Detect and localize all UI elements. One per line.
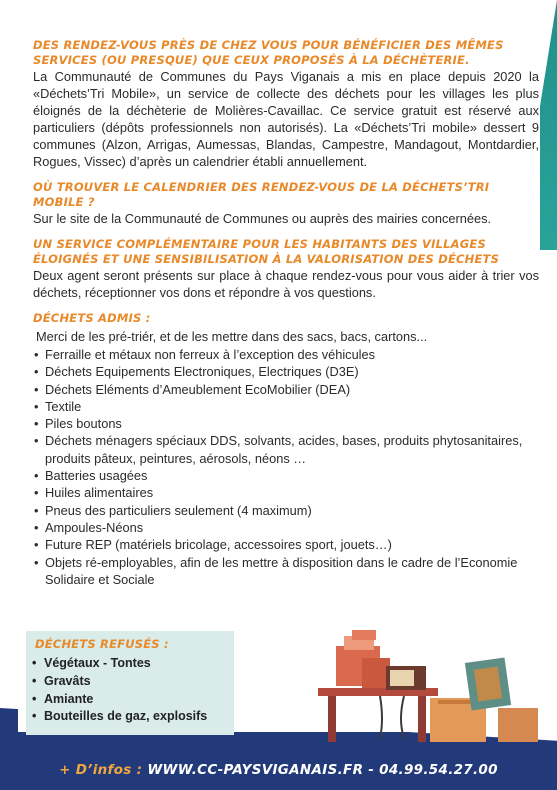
furniture-illustration [318,630,540,742]
footer-info [0,762,557,778]
cable-icon [380,696,382,738]
list-item: • Pneus des particuliers seulement (4 maximum) [33,502,539,519]
admis-intro: Merci de les pré-triér, et de les mettre dans des sacs, bacs, cartons... [36,329,428,344]
list-item: • Gravâts [32,673,207,691]
list-item: • Objets ré-employables, afin de les mettre à disposition dans le cadre de l’Economie Solidaire et Sociale [33,554,539,589]
admis-list [33,346,539,588]
list-item: • Déchets Eléments d’Ameublement EcoMobilier (DEA) [33,381,539,398]
list-item: • Ampoules-Néons [33,519,539,536]
calendrier-paragraph: Sur le site de la Communauté de Communes ou auprès des mairies concernées. [33,211,492,226]
complementaire-heading: UN SERVICE COMPLÉMENTAIRE POUR LES HABITANTS DES VILLAGES ÉLOIGNÉS ET UNE SENSIBILISATION À LA VALORISATION DES DÉCHETS [33,237,500,266]
footer-phone[interactable]: 04.99.54.27.00 [379,762,498,778]
admis-heading: DÉCHETS ADMIS : [33,311,151,325]
refuses-list [32,655,207,726]
cable-icon [401,696,404,738]
footer-website-link[interactable]: WWW.CC-PAYSVIGANAIS.FR [147,762,364,778]
rdv-paragraph: La Communauté de Communes du Pays Viganais a mis en place depuis 2020 la «Déchets’Tri Mobile», un service de collecte des déchets pour les villages les plus éloignés de la déchèterie de Molières-Cavaillac. Ce service gratuit est réservé aux particuliers (dépôts professionnels non autorisés). La «Déchets’Tri mobile» dessert 9 communes (Alzon, Arrigas, Aumessas, Blandas, Campestre, Mandagout, Montdardier, Rogues, Vissec) d’après un calendrier établi annuellement. [33,69,539,169]
table-leg-icon [418,696,426,742]
complementaire-paragraph: Deux agent seront présents sur place à chaque rendez-vous pour vous aider à trier vos déchets, réceptionner vos dons et répondre à vos questions. [33,268,539,300]
box-icon [352,630,376,640]
frame-picture-icon [474,666,502,701]
list-item: • Amiante [32,691,207,709]
footer-separator: - [363,762,380,778]
refuses-heading: DÉCHETS REFUSÉS : [35,637,169,651]
refuses-box [26,631,234,735]
list-item: • Huiles alimentaires [33,484,539,501]
list-item: • Déchets ménagers spéciaux DDS, solvants, acides, bases, produits phytosanitaires, produits pâteux, peintures, aérosols, néons … [33,432,539,467]
box-icon [362,658,390,692]
calendrier-heading: OÙ TROUVER LE CALENDRIER DES RENDEZ-VOUS DE LA DÉCHETS’TRI MOBILE ? [33,180,490,209]
microwave-screen-icon [390,670,414,686]
table-leg-icon [328,696,336,742]
rdv-heading: DES RENDEZ-VOUS PRÈS DE CHEZ VOUS POUR BÉNÉFICIER DES MÊMES SERVICES (OU PRESQUE) QUE CEUX PROPOSÉS À LA DÉCHÈTERIE. [33,38,504,67]
list-item: • Déchets Equipements Electroniques, Electriques (D3E) [33,363,539,380]
box-icon [498,708,538,742]
list-item: • Ferraille et métaux non ferreux à l’exception des véhicules [33,346,539,363]
main-content [33,38,539,588]
footer-prefix: + D’infos : [59,762,148,778]
list-item: • Bouteilles de gaz, explosifs [32,708,207,726]
list-item: • Textile [33,398,539,415]
list-item: • Végétaux - Tontes [32,655,207,673]
list-item: • Batteries usagées [33,467,539,484]
list-item: • Future REP (matériels bricolage, accessoires sport, jouets…) [33,536,539,553]
list-item: • Piles boutons [33,415,539,432]
